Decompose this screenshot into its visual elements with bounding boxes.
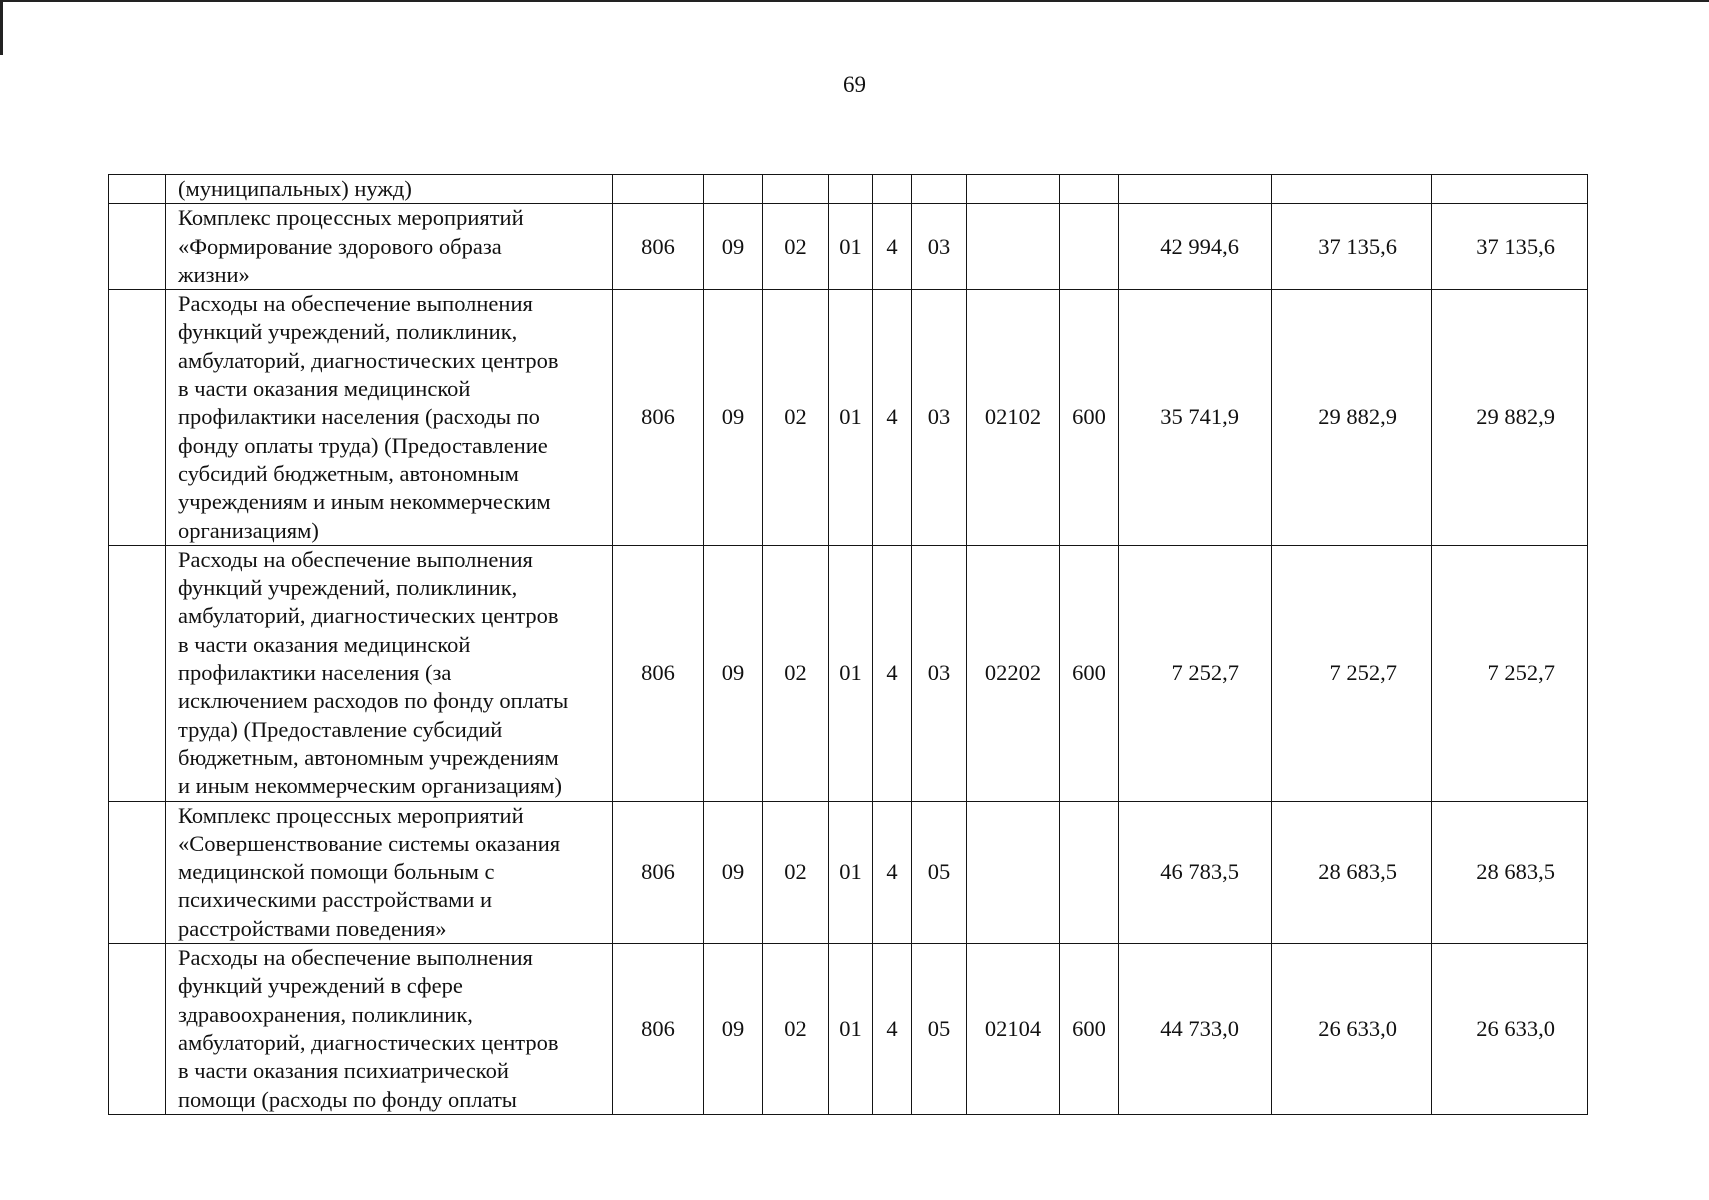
table-row xyxy=(109,801,1588,943)
description-cell: Расходы на обеспечение выполнения функций учреждений, поликлиник, амбулаторий, диагностических центров в части оказания медицинской профилактики населения (расходы по фонду оплаты труда) (Предоставление субсидий бюджетным, автономным учреждениям и иным некоммерческим организациям) xyxy=(166,290,613,546)
row-number-cell xyxy=(109,290,166,546)
section-cell: 09 xyxy=(704,944,763,1115)
complex-code-cell: 05 xyxy=(912,801,967,943)
complex-code-cell: 03 xyxy=(912,204,967,290)
description-cell: (муниципальных) нужд) xyxy=(166,175,613,204)
description-cell: Комплекс процессных мероприятий «Формирование здорового образа жизни» xyxy=(166,204,613,290)
row-number-cell xyxy=(109,801,166,943)
scan-edge-top xyxy=(0,0,1709,2)
program-type-cell: 4 xyxy=(873,204,912,290)
program-code-cell: 01 xyxy=(829,290,873,546)
ministry-code-cell: 806 xyxy=(613,801,704,943)
amount-year3-cell: 7 252,7 xyxy=(1432,545,1588,801)
direction-code-cell: 02104 xyxy=(967,944,1060,1115)
direction-code-cell xyxy=(967,204,1060,290)
expense-type-cell: 600 xyxy=(1060,545,1119,801)
expense-type-cell: 600 xyxy=(1060,290,1119,546)
scan-edge-left xyxy=(0,0,3,55)
complex-code-cell: 03 xyxy=(912,290,967,546)
expense-type-cell xyxy=(1060,801,1119,943)
subsection-cell: 02 xyxy=(763,801,829,943)
program-code-cell: 01 xyxy=(829,801,873,943)
complex-code-cell: 05 xyxy=(912,944,967,1115)
amount-year3-cell: 29 882,9 xyxy=(1432,290,1588,546)
ministry-code-cell xyxy=(613,175,704,204)
row-number-cell xyxy=(109,175,166,204)
amount-year1-cell: 46 783,5 xyxy=(1119,801,1272,943)
amount-year1-cell: 7 252,7 xyxy=(1119,545,1272,801)
description-cell: Расходы на обеспечение выполнения функций учреждений, поликлиник, амбулаторий, диагностических центров в части оказания медицинской профилактики населения (за исключением расходов по фонду оплаты труда) (Предоставление субсидий бюджетным, автономным учреждениям и иным некоммерческим организациям) xyxy=(166,545,613,801)
expense-type-cell xyxy=(1060,204,1119,290)
amount-year1-cell xyxy=(1119,175,1272,204)
ministry-code-cell: 806 xyxy=(613,545,704,801)
subsection-cell: 02 xyxy=(763,290,829,546)
amount-year3-cell: 37 135,6 xyxy=(1432,204,1588,290)
table-row xyxy=(109,290,1588,546)
amount-year2-cell xyxy=(1272,175,1432,204)
amount-year1-cell: 35 741,9 xyxy=(1119,290,1272,546)
section-cell xyxy=(704,175,763,204)
amount-year3-cell: 28 683,5 xyxy=(1432,801,1588,943)
amount-year2-cell: 7 252,7 xyxy=(1272,545,1432,801)
expense-type-cell xyxy=(1060,175,1119,204)
direction-code-cell xyxy=(967,175,1060,204)
program-type-cell: 4 xyxy=(873,944,912,1115)
program-type-cell: 4 xyxy=(873,545,912,801)
program-type-cell: 4 xyxy=(873,290,912,546)
amount-year2-cell: 37 135,6 xyxy=(1272,204,1432,290)
row-number-cell xyxy=(109,944,166,1115)
program-code-cell: 01 xyxy=(829,944,873,1115)
complex-code-cell: 03 xyxy=(912,545,967,801)
ministry-code-cell: 806 xyxy=(613,204,704,290)
direction-code-cell xyxy=(967,801,1060,943)
program-type-cell xyxy=(873,175,912,204)
section-cell: 09 xyxy=(704,801,763,943)
page-number: 69 xyxy=(843,72,866,97)
amount-year1-cell: 42 994,6 xyxy=(1119,204,1272,290)
subsection-cell: 02 xyxy=(763,204,829,290)
budget-table xyxy=(108,174,1588,1115)
complex-code-cell xyxy=(912,175,967,204)
section-cell: 09 xyxy=(704,545,763,801)
amount-year3-cell xyxy=(1432,175,1588,204)
ministry-code-cell: 806 xyxy=(613,290,704,546)
subsection-cell xyxy=(763,175,829,204)
table-row xyxy=(109,944,1588,1115)
direction-code-cell: 02102 xyxy=(967,290,1060,546)
expense-type-cell: 600 xyxy=(1060,944,1119,1115)
section-cell: 09 xyxy=(704,290,763,546)
ministry-code-cell: 806 xyxy=(613,944,704,1115)
table-row xyxy=(109,175,1588,204)
program-code-cell: 01 xyxy=(829,204,873,290)
amount-year1-cell: 44 733,0 xyxy=(1119,944,1272,1115)
program-code-cell xyxy=(829,175,873,204)
program-code-cell: 01 xyxy=(829,545,873,801)
program-type-cell: 4 xyxy=(873,801,912,943)
row-number-cell xyxy=(109,545,166,801)
amount-year3-cell: 26 633,0 xyxy=(1432,944,1588,1115)
amount-year2-cell: 28 683,5 xyxy=(1272,801,1432,943)
direction-code-cell: 02202 xyxy=(967,545,1060,801)
description-cell: Комплекс процессных мероприятий «Совершенствование системы оказания медицинской помощи больным с психическими расстройствами и расстройствами поведения» xyxy=(166,801,613,943)
row-number-cell xyxy=(109,204,166,290)
subsection-cell: 02 xyxy=(763,944,829,1115)
table-row xyxy=(109,545,1588,801)
amount-year2-cell: 26 633,0 xyxy=(1272,944,1432,1115)
section-cell: 09 xyxy=(704,204,763,290)
subsection-cell: 02 xyxy=(763,545,829,801)
table-row xyxy=(109,204,1588,290)
amount-year2-cell: 29 882,9 xyxy=(1272,290,1432,546)
description-cell: Расходы на обеспечение выполнения функций учреждений в сфере здравоохранения, поликлиник, амбулаторий, диагностических центров в части оказания психиатрической помощи (расходы по фонду оплаты xyxy=(166,944,613,1115)
